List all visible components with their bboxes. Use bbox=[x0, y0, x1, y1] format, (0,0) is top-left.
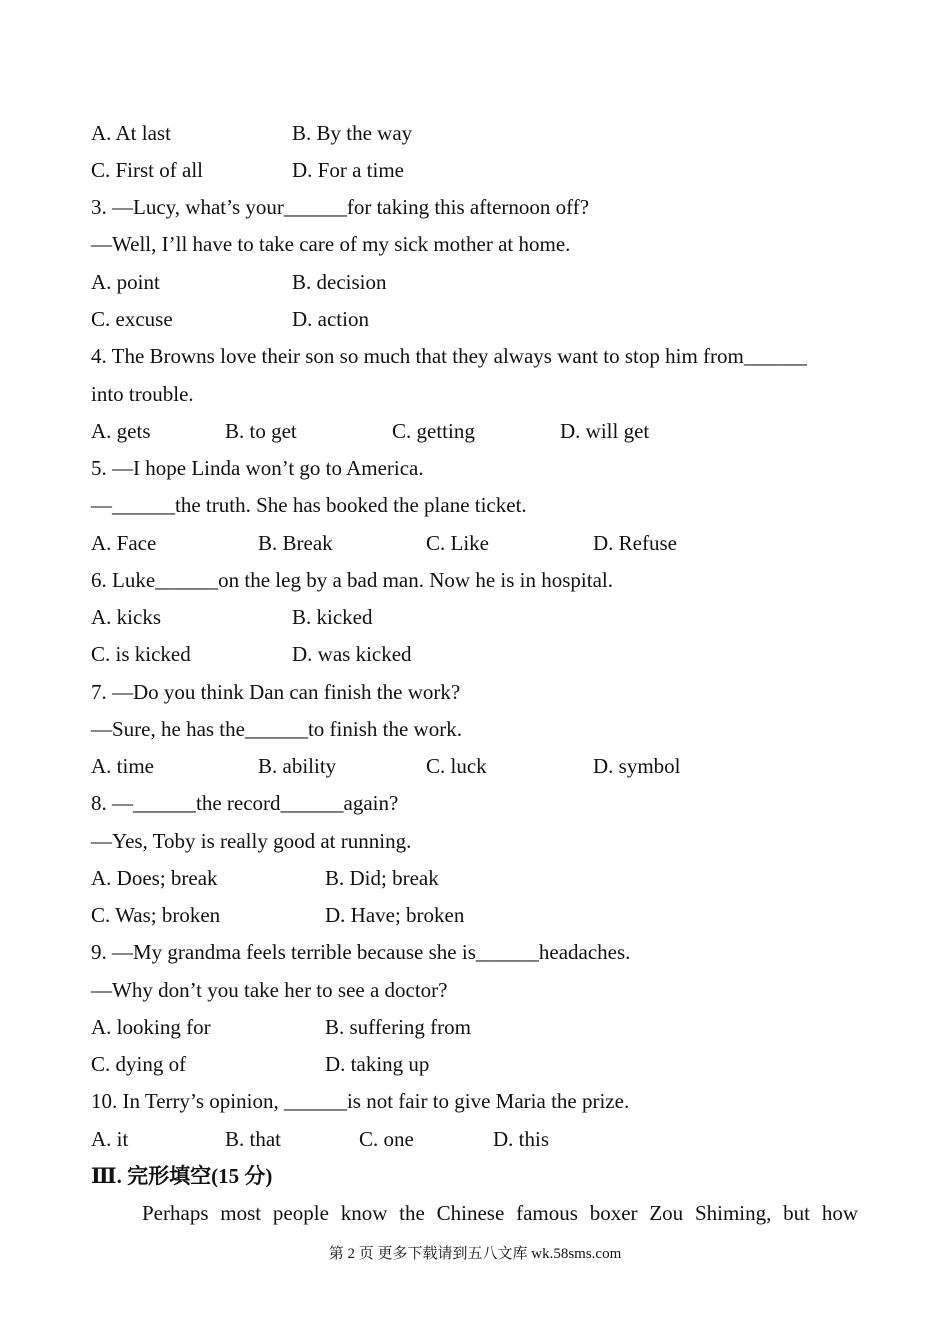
q2-option-c: C. First of all bbox=[91, 158, 204, 182]
q3-option-d: D. action bbox=[292, 307, 369, 331]
q5-reply: —______the truth. She has booked the plane ticket. bbox=[91, 493, 527, 517]
q8-option-b: B. Did; break bbox=[325, 866, 439, 890]
q7-option-a: A. time bbox=[91, 754, 154, 778]
q2-option-d: D. For a time bbox=[292, 158, 404, 182]
q3-option-c: C. excuse bbox=[91, 307, 173, 331]
q9-stem: 9. —My grandma feels terrible because she is______headaches. bbox=[91, 940, 631, 964]
q9-reply: —Why don’t you take her to see a doctor? bbox=[91, 978, 448, 1002]
q7-stem: 7. —Do you think Dan can finish the work? bbox=[91, 680, 461, 704]
q4-stem: 4. The Browns love their son so much that they always want to stop him from______ bbox=[91, 344, 807, 368]
q10-option-b: B. that bbox=[225, 1127, 281, 1151]
q7-option-d: D. symbol bbox=[593, 754, 681, 778]
q7-option-b: B. ability bbox=[258, 754, 337, 778]
section-3-heading: Ⅲ. 完形填空(15 分) bbox=[91, 1164, 273, 1188]
q10-stem: 10. In Terry’s opinion, ______is not fair to give Maria the prize. bbox=[91, 1089, 630, 1113]
cloze-passage-paragraph: Perhaps most people know the Chinese famous boxer Zou Shiming, but how bbox=[142, 1201, 858, 1225]
q7-option-c: C. luck bbox=[426, 754, 487, 778]
q3-stem: 3. —Lucy, what’s your______for taking this afternoon off? bbox=[91, 195, 590, 219]
q6-stem: 6. Luke______on the leg by a bad man. Now he is in hospital. bbox=[91, 568, 613, 592]
q8-reply: —Yes, Toby is really good at running. bbox=[91, 829, 412, 853]
q2-option-b: B. By the way bbox=[292, 121, 413, 145]
q4-stem-continued: into trouble. bbox=[91, 382, 194, 406]
q8-option-c: C. Was; broken bbox=[91, 903, 221, 927]
q3-option-a: A. point bbox=[91, 270, 160, 294]
q10-option-d: D. this bbox=[493, 1127, 550, 1151]
q2-option-a: A. At last bbox=[91, 121, 171, 145]
q4-option-d: D. will get bbox=[560, 419, 650, 443]
q6-option-d: D. was kicked bbox=[292, 642, 412, 666]
q9-option-c: C. dying of bbox=[91, 1052, 187, 1076]
q5-option-b: B. Break bbox=[258, 531, 333, 555]
q8-stem: 8. —______the record______again? bbox=[91, 791, 399, 815]
q9-option-b: B. suffering from bbox=[325, 1015, 472, 1039]
q10-option-c: C. one bbox=[359, 1127, 414, 1151]
q3-reply: —Well, I’ll have to take care of my sick mother at home. bbox=[91, 232, 571, 256]
q7-reply: —Sure, he has the______to finish the work. bbox=[91, 717, 462, 741]
q5-stem: 5. —I hope Linda won’t go to America. bbox=[91, 456, 424, 480]
q4-option-a: A. gets bbox=[91, 419, 151, 443]
q8-option-d: D. Have; broken bbox=[325, 903, 465, 927]
q9-option-d: D. taking up bbox=[325, 1052, 430, 1076]
q3-option-b: B. decision bbox=[292, 270, 387, 294]
q10-option-a: A. it bbox=[91, 1127, 129, 1151]
page-footer: 第 2 页 更多下载请到五八文库 wk.58sms.com bbox=[328, 1246, 622, 1262]
q5-option-a: A. Face bbox=[91, 531, 157, 555]
q4-option-b: B. to get bbox=[225, 419, 297, 443]
q4-option-c: C. getting bbox=[392, 419, 475, 443]
q6-option-b: B. kicked bbox=[292, 605, 373, 629]
q5-option-d: D. Refuse bbox=[593, 531, 677, 555]
q8-option-a: A. Does; break bbox=[91, 866, 218, 890]
q9-option-a: A. looking for bbox=[91, 1015, 211, 1039]
q6-option-c: C. is kicked bbox=[91, 642, 191, 666]
q5-option-c: C. Like bbox=[426, 531, 489, 555]
q6-option-a: A. kicks bbox=[91, 605, 161, 629]
